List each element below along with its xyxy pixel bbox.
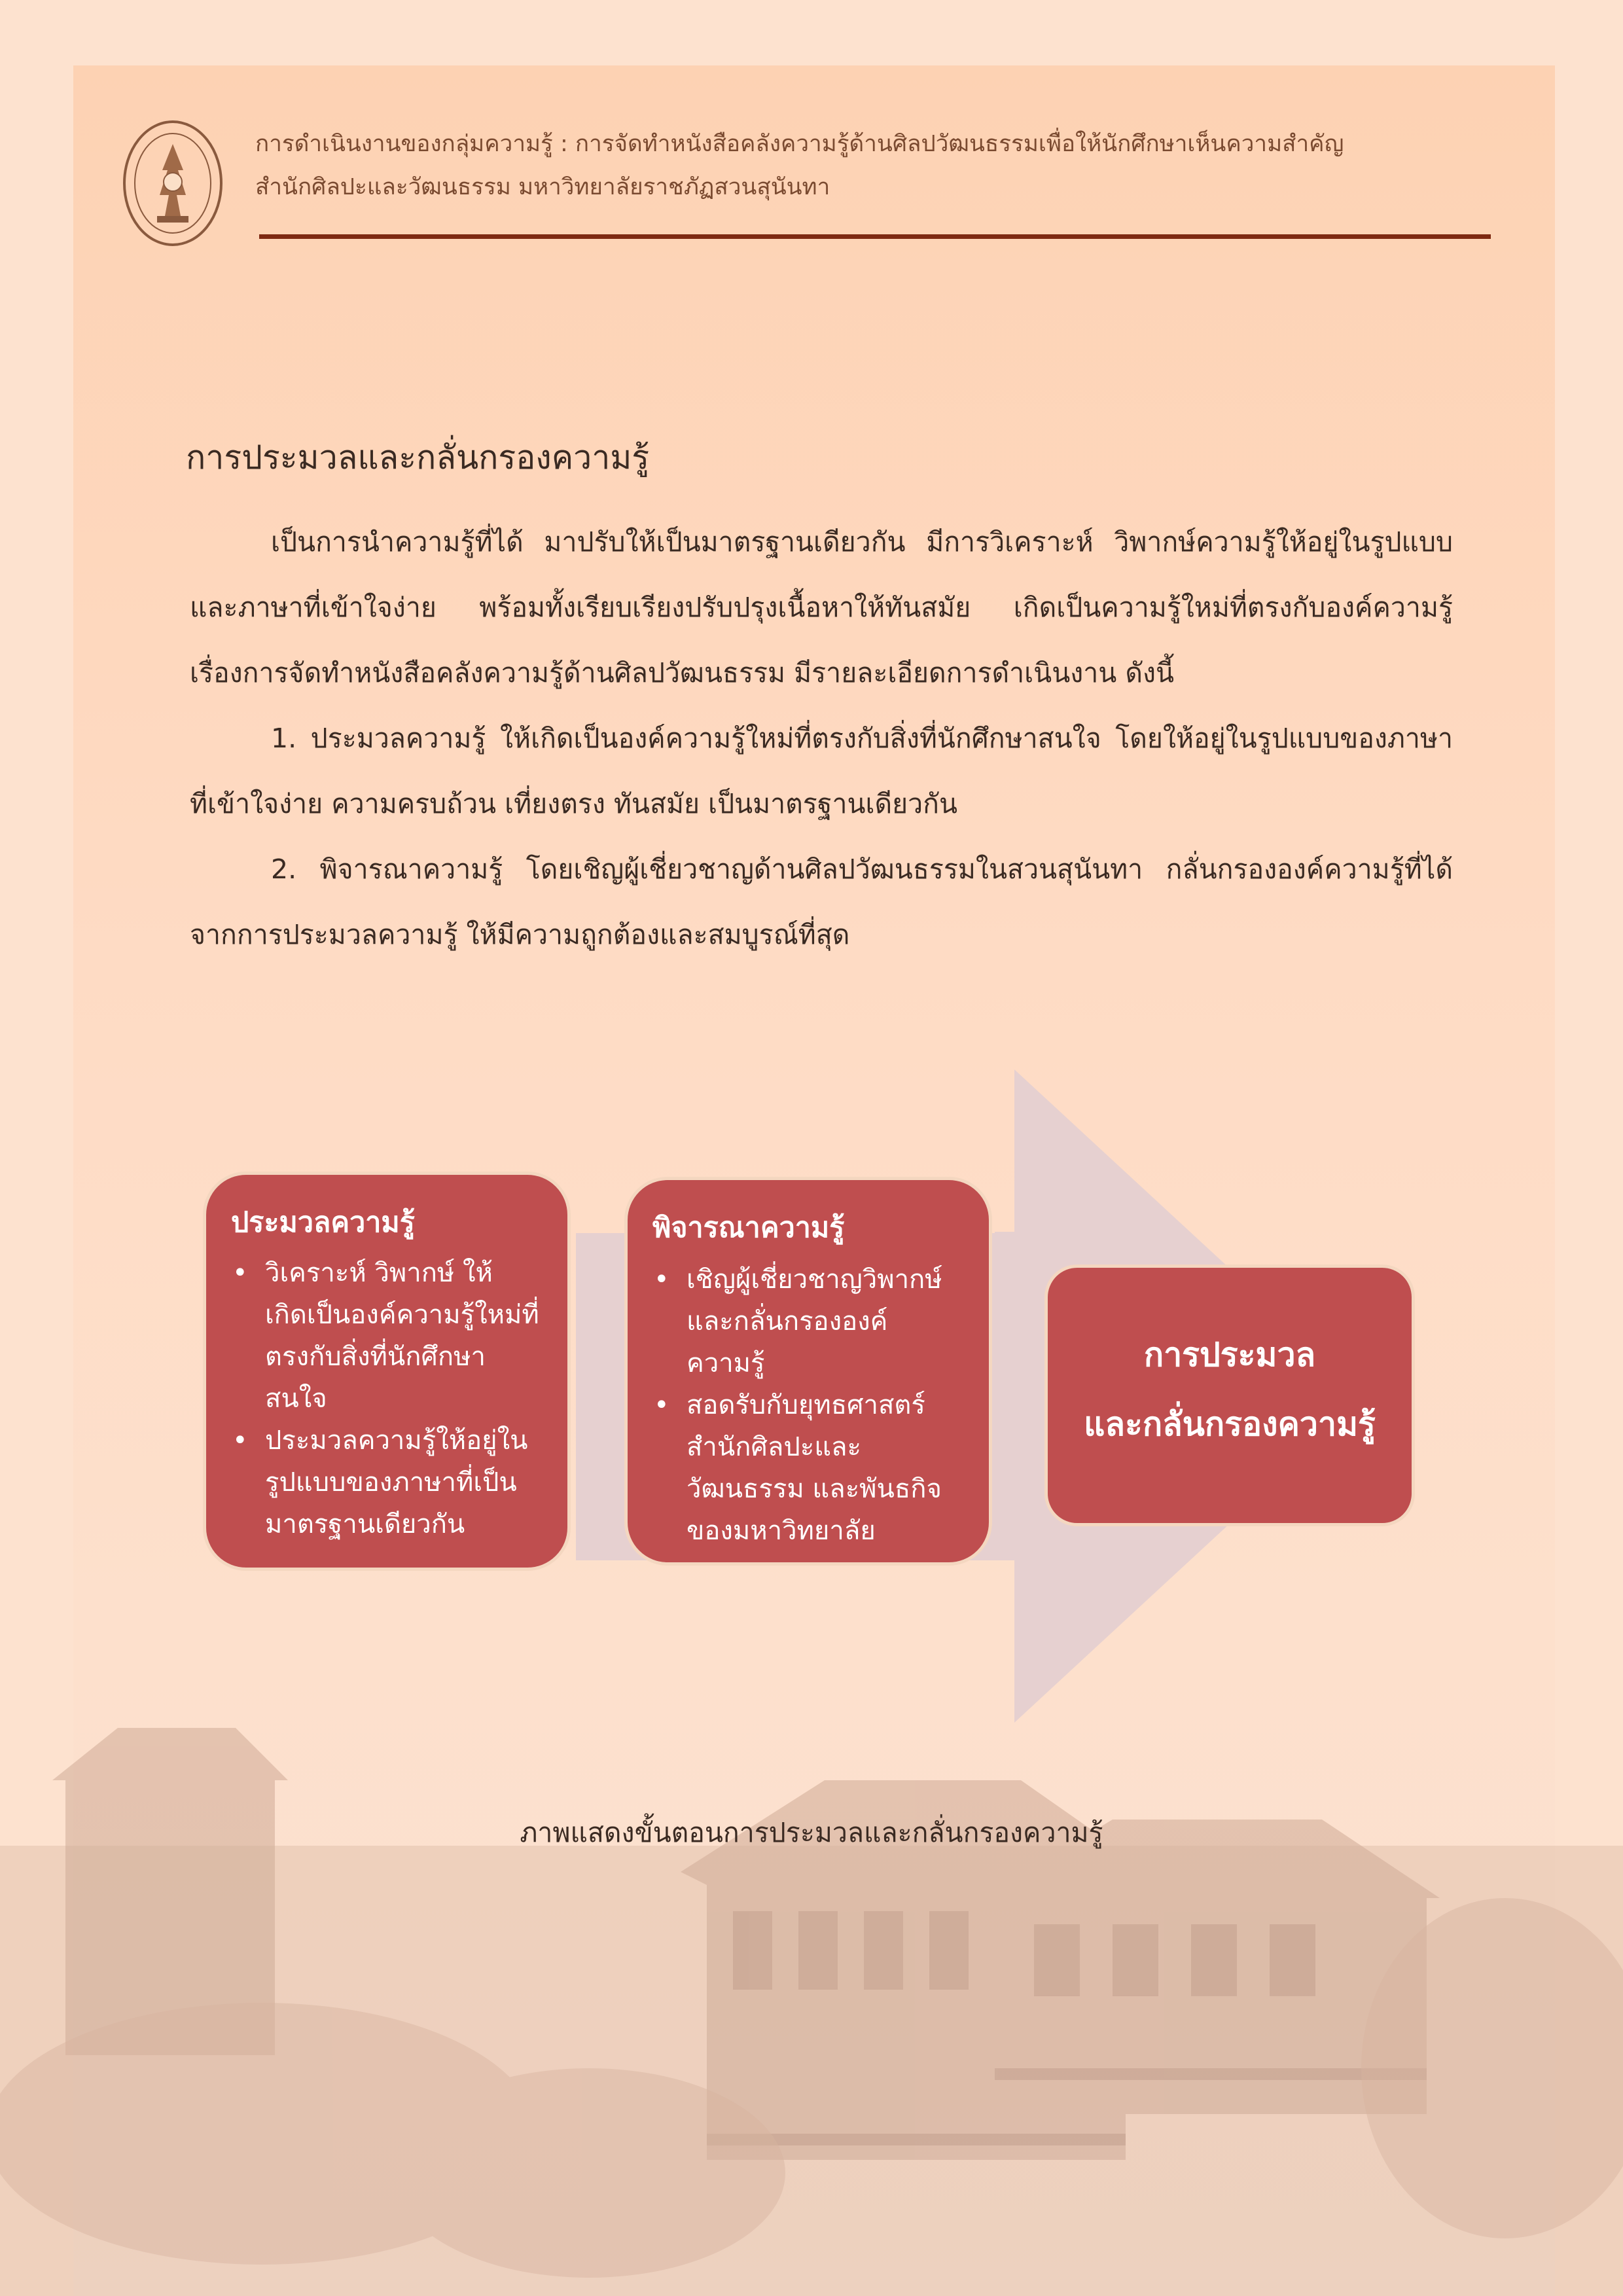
header-project-title: การดำเนินงานของกลุ่มความรู้ : การจัดทำหนังสือคลังความรู้ด้านศิลปวัฒนธรรมเพื่อให้นักศึกษาเห็นความสำคัญ xyxy=(255,131,1344,157)
step-title: ประมวลความรู้ xyxy=(231,1206,415,1239)
step-title: พิจารณาความรู้ xyxy=(652,1211,845,1244)
paragraph-line: เรื่องการจัดทำหนังสือคลังความรู้ด้านศิลปวัฒนธรรม มีรายละเอียดการดำเนินงาน ดังนี้ xyxy=(190,657,1175,689)
step-box-review xyxy=(624,1177,992,1566)
step-item: • สอดรับกับยุทธศาสตร์ สำนักศิลปะและ วัฒนธรรม และพันธกิจ ของมหาวิทยาลัย xyxy=(641,1384,981,1552)
section-heading: การประมวลและกลั่นกรองความรู้ xyxy=(186,439,650,476)
paragraph-line: เป็นการนำความรู้ที่ได้ มาปรับให้เป็นมาตรฐานเดียวกัน มีการวิเคราะห์ วิพากษ์ความรู้ให้อยู่ในรูปแบบ xyxy=(271,526,1453,558)
bullet-icon: • xyxy=(232,1426,248,1456)
result-title: การประมวล xyxy=(1143,1336,1316,1374)
house-illustration xyxy=(0,1676,1623,2296)
header-divider xyxy=(259,234,1491,239)
university-seal-icon xyxy=(120,118,225,249)
header-organization: สำนักศิลปะและวัฒนธรรม มหาวิทยาลัยราชภัฏสวนสุนันทา xyxy=(255,174,830,200)
paragraph-line: ที่เข้าใจง่าย ความครบถ้วน เที่ยงตรง ทันสมัย เป็นมาตรฐานเดียวกัน xyxy=(190,788,958,819)
process-diagram xyxy=(0,1060,1623,1741)
step-item-list xyxy=(641,1259,981,1552)
result-title: และกลั่นกรองความรู้ xyxy=(1084,1405,1376,1443)
figure-caption: ภาพแสดงขั้นตอนการประมวลและกลั่นกรองความรู้ xyxy=(520,1817,1103,1848)
result-box xyxy=(1044,1265,1415,1526)
step-box-consolidate xyxy=(203,1172,571,1571)
step-item: • เชิญผู้เชี่ยวชาญวิพากษ์ และกลั่นกรององค์ ความรู้ xyxy=(641,1259,981,1384)
bullet-icon: • xyxy=(232,1258,248,1288)
paragraph-line: 1. ประมวลความรู้ ให้เกิดเป็นองค์ความรู้ใหม่ที่ตรงกับสิ่งที่นักศึกษาสนใจ โดยให้อยู่ในรูปแบบของภาษา xyxy=(271,723,1453,754)
step-item: • วิเคราะห์ วิพากษ์ ให้ เกิดเป็นองค์ความรู้ใหม่ที่ ตรงกับสิ่งที่นักศึกษา สนใจ xyxy=(219,1252,560,1420)
paragraph-line: และภาษาที่เข้าใจง่าย พร้อมทั้งเรียบเรียงปรับปรุงเนื้อหาให้ทันสมัย เกิดเป็นความรู้ใหม่ที่ตรงกับองค์ความรู้ xyxy=(190,592,1453,623)
step-item: • ประมวลความรู้ให้อยู่ใน รูปแบบของภาษาที่เป็น มาตรฐานเดียวกัน xyxy=(219,1420,560,1545)
paragraph-line: 2. พิจารณาความรู้ โดยเชิญผู้เชี่ยวชาญด้านศิลปวัฒนธรรมในสวนสุนันทา กลั่นกรององค์ความรู้ที่ได้ xyxy=(271,853,1453,885)
paragraph-line: จากการประมวลความรู้ ให้มีความถูกต้องและสมบูรณ์ที่สุด xyxy=(190,919,850,950)
bullet-icon: • xyxy=(654,1265,669,1295)
step-item-list xyxy=(219,1252,560,1545)
bullet-icon: • xyxy=(654,1390,669,1420)
